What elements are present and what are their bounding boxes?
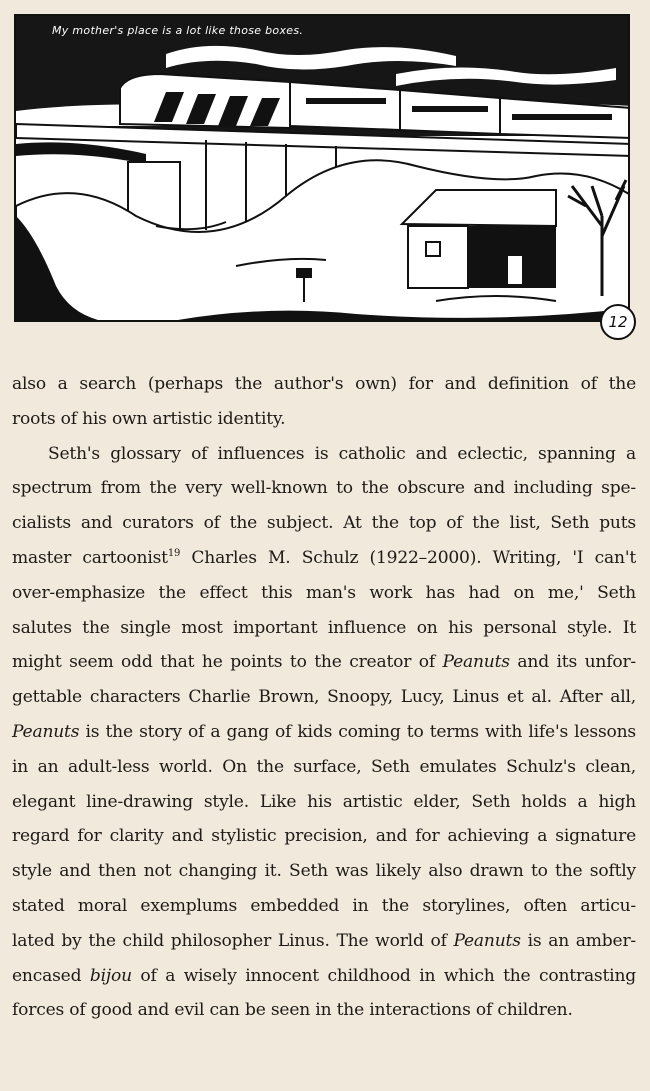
text-line: lated by the child philosopher Linus. The world of Peanuts is an amber-	[12, 930, 636, 951]
text-line: stated moral exemplums embedded in the storylines, often articu-	[12, 895, 636, 916]
text-line: roots of his own artistic identity.	[12, 408, 286, 429]
text-line: regard for clarity and stylistic precision, and for achieving a signature	[12, 826, 636, 847]
comic-illustration	[16, 16, 630, 322]
text-line: in an adult-less world. On the surface, Seth emulates Schulz's clean,	[12, 756, 636, 777]
body-text	[12, 367, 636, 1028]
text-line: Peanuts is the story of a gang of kids coming to terms with life's lessons	[12, 721, 636, 742]
text-line: spectrum from the very well-known to the obscure and including spe-	[12, 478, 636, 499]
comic-panel	[14, 14, 630, 322]
title-peanuts: Peanuts	[453, 930, 521, 951]
text-line: style and then not changing it. Seth was likely also drawn to the softly	[12, 861, 636, 882]
text-line: master cartoonist$^{19}$ Charles M. Schulz (1922–2000). Writing, 'I can't	[12, 547, 636, 568]
word-bijou: bijou	[89, 965, 132, 986]
footnote-ref: 19	[167, 547, 181, 559]
text-line: forces of good and evil can be seen in the interactions of children.	[12, 1000, 573, 1021]
title-peanuts: Peanuts	[442, 652, 510, 673]
text-line: encased bijou of a wisely innocent childhood in which the contrasting	[12, 965, 636, 986]
text-line: also a search (perhaps the author's own) for and definition of the	[12, 374, 636, 394]
cabin	[402, 190, 556, 288]
text-line: Seth's glossary of influences is catholic and eclectic, spanning a	[48, 443, 636, 464]
page-number-badge: 12	[600, 304, 636, 340]
text-line: might seem odd that he points to the creator of Peanuts and its unfor-	[12, 652, 636, 673]
comic-caption: My mother's place is a lot like those boxes.	[52, 24, 304, 37]
text-line: salutes the single most important influence on his personal style. It	[12, 617, 636, 638]
text-line: elegant line-drawing style. Like his artistic elder, Seth holds a high	[12, 791, 636, 812]
text-line: over-emphasize the effect this man's work has had on me,' Seth	[12, 582, 636, 603]
text-line: cialists and curators of the subject. At the top of the list, Seth puts	[12, 513, 636, 534]
title-peanuts: Peanuts	[12, 721, 80, 742]
text-line: gettable characters Charlie Brown, Snoopy, Lucy, Linus et al. After all,	[12, 687, 636, 708]
